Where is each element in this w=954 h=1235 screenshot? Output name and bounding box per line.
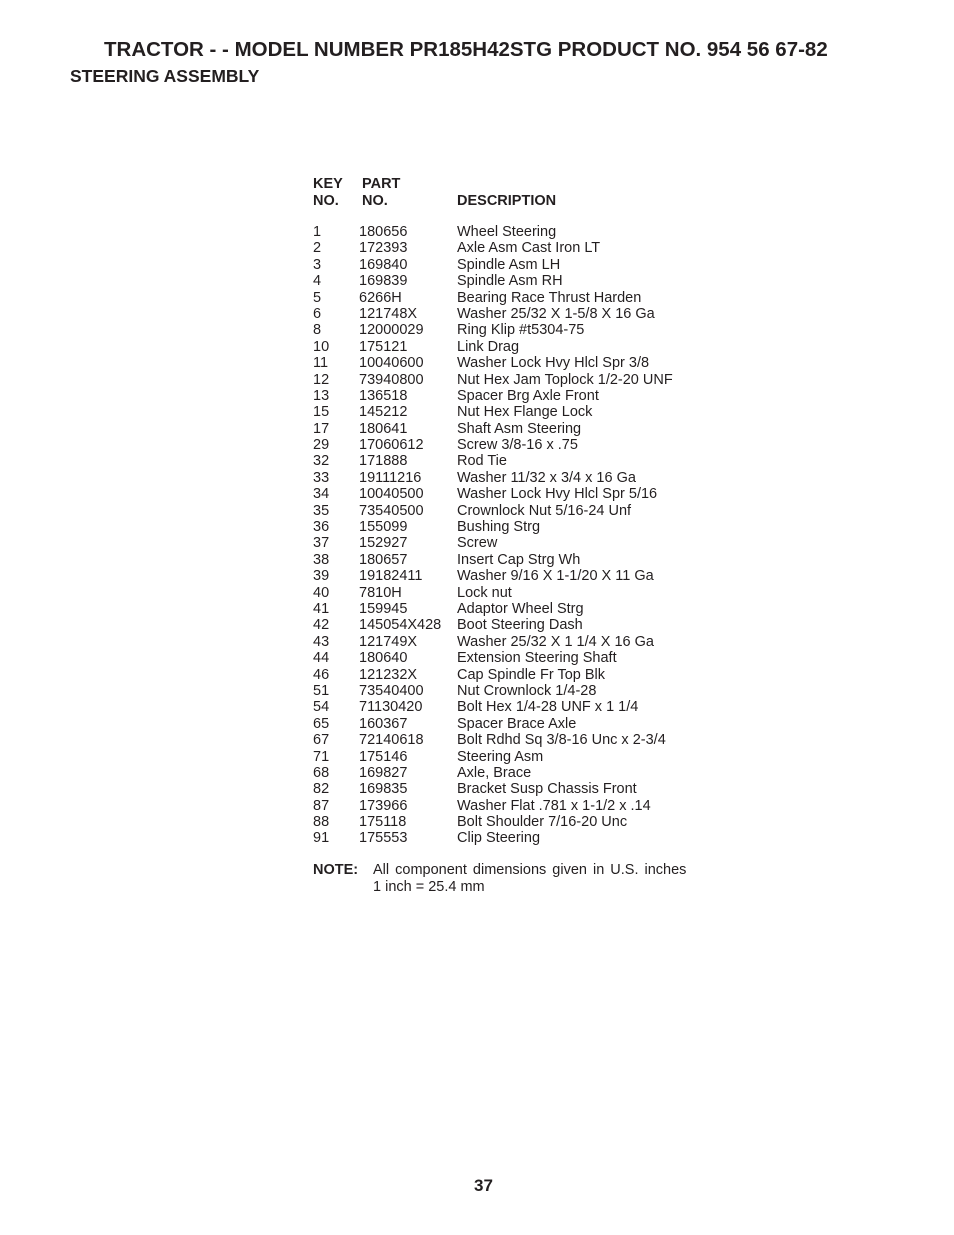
- table-row: [313, 503, 733, 519]
- description-cell: Bearing Race Thrust Harden: [457, 289, 642, 306]
- table-row: [313, 552, 733, 568]
- description-cell: Cap Spindle Fr Top Blk: [457, 666, 606, 683]
- description-cell: Insert Cap Strg Wh: [457, 551, 581, 568]
- description-cell: Rod Tie: [457, 453, 507, 470]
- part-no-cell: 136518: [359, 387, 408, 404]
- description-cell: Ring Klip #t5304-75: [457, 322, 585, 339]
- table-row: [313, 437, 733, 453]
- part-no-cell: 73540500: [359, 502, 424, 519]
- table-row: [313, 519, 733, 535]
- table-row: [313, 749, 733, 765]
- part-no-cell: 145054X428: [359, 617, 442, 634]
- table-row: [313, 322, 733, 338]
- part-no-cell: 10040500: [359, 486, 424, 503]
- table-row: [313, 650, 733, 666]
- table-row: [313, 388, 733, 404]
- table-row: [313, 667, 733, 683]
- description-cell: Washer 11/32 x 3/4 x 16 Ga: [457, 469, 636, 486]
- description-cell: Steering Asm: [457, 748, 544, 765]
- table-row: [313, 617, 733, 633]
- table-row: [313, 781, 733, 797]
- part-no-cell: 6266H: [359, 289, 402, 306]
- description-cell: Extension Steering Shaft: [457, 650, 617, 667]
- table-row: [313, 601, 733, 617]
- description-cell: Washer 25/32 X 1-5/8 X 16 Ga: [457, 305, 655, 322]
- part-no-cell: 121748X: [359, 305, 418, 322]
- part-no-cell: 169827: [359, 764, 408, 781]
- header-description: DESCRIPTION: [457, 193, 557, 209]
- table-row: [313, 798, 733, 814]
- description-cell: Axle Asm Cast Iron LT: [457, 240, 601, 257]
- description-cell: Nut Hex Jam Toplock 1/2-20 UNF: [457, 371, 673, 388]
- note-label: NOTE:: [313, 862, 359, 878]
- table-row: [313, 355, 733, 371]
- description-cell: Bolt Rdhd Sq 3/8-16 Unc x 2-3/4: [457, 732, 666, 749]
- key-no-cell: 68: [313, 764, 330, 781]
- key-no-cell: 33: [313, 469, 330, 486]
- table-row: [313, 240, 733, 256]
- description-cell: Nut Hex Flange Lock: [457, 404, 593, 421]
- part-no-cell: 180656: [359, 224, 408, 240]
- description-cell: Bolt Hex 1/4-28 UNF x 1 1/4: [457, 699, 639, 716]
- page-number: 37: [474, 1176, 493, 1195]
- key-no-cell: 46: [313, 666, 330, 683]
- description-cell: Link Drag: [457, 338, 520, 355]
- table-row: [313, 372, 733, 388]
- part-no-cell: 73540400: [359, 682, 424, 699]
- part-no-cell: 175146: [359, 748, 408, 765]
- key-no-cell: 42: [313, 617, 330, 634]
- part-no-cell: 72140618: [359, 732, 424, 749]
- table-row: [313, 486, 733, 502]
- key-no-cell: 39: [313, 568, 330, 585]
- part-no-cell: 180640: [359, 650, 408, 667]
- table-row: [313, 568, 733, 584]
- description-cell: Nut Crownlock 1/4-28: [457, 682, 597, 699]
- key-no-cell: 88: [313, 814, 330, 831]
- key-no-cell: 71: [313, 748, 330, 765]
- key-no-cell: 5: [313, 289, 322, 306]
- table-row: [313, 339, 733, 355]
- table-row: [313, 290, 733, 306]
- description-cell: Boot Steering Dash: [457, 617, 583, 634]
- part-no-cell: 121749X: [359, 633, 418, 650]
- description-cell: Lock nut: [457, 584, 512, 601]
- table-row: [313, 585, 733, 601]
- parts-table: [313, 176, 733, 847]
- part-no-cell: 7810H: [359, 584, 402, 601]
- table-row: [313, 830, 733, 846]
- table-row: [313, 470, 733, 486]
- description-cell: Spindle Asm RH: [457, 273, 563, 290]
- part-no-cell: 180657: [359, 551, 408, 568]
- table-row: [313, 814, 733, 830]
- description-cell: Clip Steering: [457, 830, 541, 847]
- part-no-cell: 171888: [359, 453, 408, 470]
- description-cell: Axle, Brace: [457, 764, 532, 781]
- part-no-cell: 169839: [359, 273, 408, 290]
- table-row: [313, 421, 733, 437]
- description-cell: Screw: [457, 535, 498, 552]
- header-key-line1: KEY: [313, 176, 343, 192]
- part-no-cell: 12000029: [359, 322, 424, 339]
- part-no-cell: 180641: [359, 420, 408, 437]
- key-no-cell: 3: [313, 256, 322, 273]
- key-no-cell: 44: [313, 650, 330, 667]
- part-no-cell: 73940800: [359, 371, 424, 388]
- key-no-cell: 43: [313, 633, 330, 650]
- key-no-cell: 1: [313, 224, 322, 240]
- key-no-cell: 54: [313, 699, 330, 716]
- table-row: [313, 634, 733, 650]
- part-no-cell: 175121: [359, 338, 408, 355]
- key-no-cell: 12: [313, 371, 330, 388]
- description-cell: Washer Lock Hvy Hlcl Spr 3/8: [457, 355, 650, 372]
- key-no-cell: 38: [313, 551, 330, 568]
- key-no-cell: 41: [313, 600, 330, 617]
- description-cell: Wheel Steering: [457, 224, 557, 240]
- description-cell: Bolt Shoulder 7/16-20 Unc: [457, 814, 628, 831]
- key-no-cell: 34: [313, 486, 330, 503]
- part-no-cell: 175553: [359, 830, 408, 847]
- page-title: TRACTOR - - MODEL NUMBER PR185H42STG PRODUCT NO. 954 56 67-82: [104, 38, 828, 61]
- description-cell: Washer 25/32 X 1 1/4 X 16 Ga: [457, 633, 654, 650]
- note-line-1: All component dimensions given in U.S. inches: [373, 862, 687, 878]
- part-no-cell: 159945: [359, 600, 408, 617]
- parts-table-body: [313, 224, 733, 847]
- table-row: [313, 716, 733, 732]
- key-no-cell: 87: [313, 797, 330, 814]
- table-row: [313, 732, 733, 748]
- key-no-cell: 10: [313, 338, 330, 355]
- part-no-cell: 160367: [359, 715, 408, 732]
- key-no-cell: 13: [313, 387, 330, 404]
- part-no-cell: 19111216: [359, 469, 422, 486]
- key-no-cell: 37: [313, 535, 330, 552]
- table-row: [313, 257, 733, 273]
- table-row: [313, 699, 733, 715]
- header-key-line2: NO.: [313, 193, 339, 209]
- table-row: [313, 404, 733, 420]
- table-row: [313, 535, 733, 551]
- description-cell: Washer Lock Hvy Hlcl Spr 5/16: [457, 486, 658, 503]
- part-no-cell: 172393: [359, 240, 408, 257]
- key-no-cell: 4: [313, 273, 322, 290]
- table-row: [313, 224, 733, 240]
- key-no-cell: 35: [313, 502, 330, 519]
- key-no-cell: 15: [313, 404, 330, 421]
- key-no-cell: 2: [313, 240, 322, 257]
- part-no-cell: 173966: [359, 797, 408, 814]
- table-row: [313, 273, 733, 289]
- key-no-cell: 51: [313, 682, 330, 699]
- key-no-cell: 17: [313, 420, 330, 437]
- header-part-line2: NO.: [362, 193, 388, 209]
- parts-table-header: [313, 176, 733, 210]
- part-no-cell: 169835: [359, 781, 408, 798]
- part-no-cell: 175118: [359, 814, 407, 831]
- key-no-cell: 6: [313, 305, 322, 322]
- description-cell: Spacer Brg Axle Front: [457, 387, 599, 404]
- part-no-cell: 152927: [359, 535, 408, 552]
- part-no-cell: 169840: [359, 256, 408, 273]
- part-no-cell: 121232X: [359, 666, 418, 683]
- description-cell: Shaft Asm Steering: [457, 420, 582, 437]
- part-no-cell: 155099: [359, 519, 408, 536]
- key-no-cell: 67: [313, 732, 330, 749]
- part-no-cell: 71130420: [359, 699, 423, 716]
- part-no-cell: 17060612: [359, 437, 424, 454]
- table-row: [313, 306, 733, 322]
- note-line-2: 1 inch = 25.4 mm: [373, 879, 485, 895]
- table-row: [313, 683, 733, 699]
- description-cell: Bracket Susp Chassis Front: [457, 781, 637, 798]
- description-cell: Crownlock Nut 5/16-24 Unf: [457, 502, 632, 519]
- part-no-cell: 10040600: [359, 355, 424, 372]
- key-no-cell: 36: [313, 519, 330, 536]
- key-no-cell: 11: [313, 355, 329, 372]
- key-no-cell: 65: [313, 715, 330, 732]
- key-no-cell: 82: [313, 781, 330, 798]
- header-part-line1: PART: [362, 176, 401, 192]
- key-no-cell: 32: [313, 453, 330, 470]
- key-no-cell: 91: [313, 830, 330, 847]
- key-no-cell: 40: [313, 584, 330, 601]
- description-cell: Spacer Brace Axle: [457, 715, 577, 732]
- description-cell: Adaptor Wheel Strg: [457, 600, 584, 617]
- description-cell: Washer 9/16 X 1-1/20 X 11 Ga: [457, 568, 654, 585]
- part-no-cell: 19182411: [359, 568, 423, 585]
- table-row: [313, 453, 733, 469]
- description-cell: Spindle Asm LH: [457, 256, 561, 273]
- key-no-cell: 29: [313, 437, 330, 454]
- description-cell: Bushing Strg: [457, 519, 541, 536]
- description-cell: Washer Flat .781 x 1-1/2 x .14: [457, 797, 651, 814]
- key-no-cell: 8: [313, 322, 322, 339]
- description-cell: Screw 3/8-16 x .75: [457, 437, 578, 454]
- table-row: [313, 765, 733, 781]
- part-no-cell: 145212: [359, 404, 408, 421]
- section-title: STEERING ASSEMBLY: [70, 66, 260, 86]
